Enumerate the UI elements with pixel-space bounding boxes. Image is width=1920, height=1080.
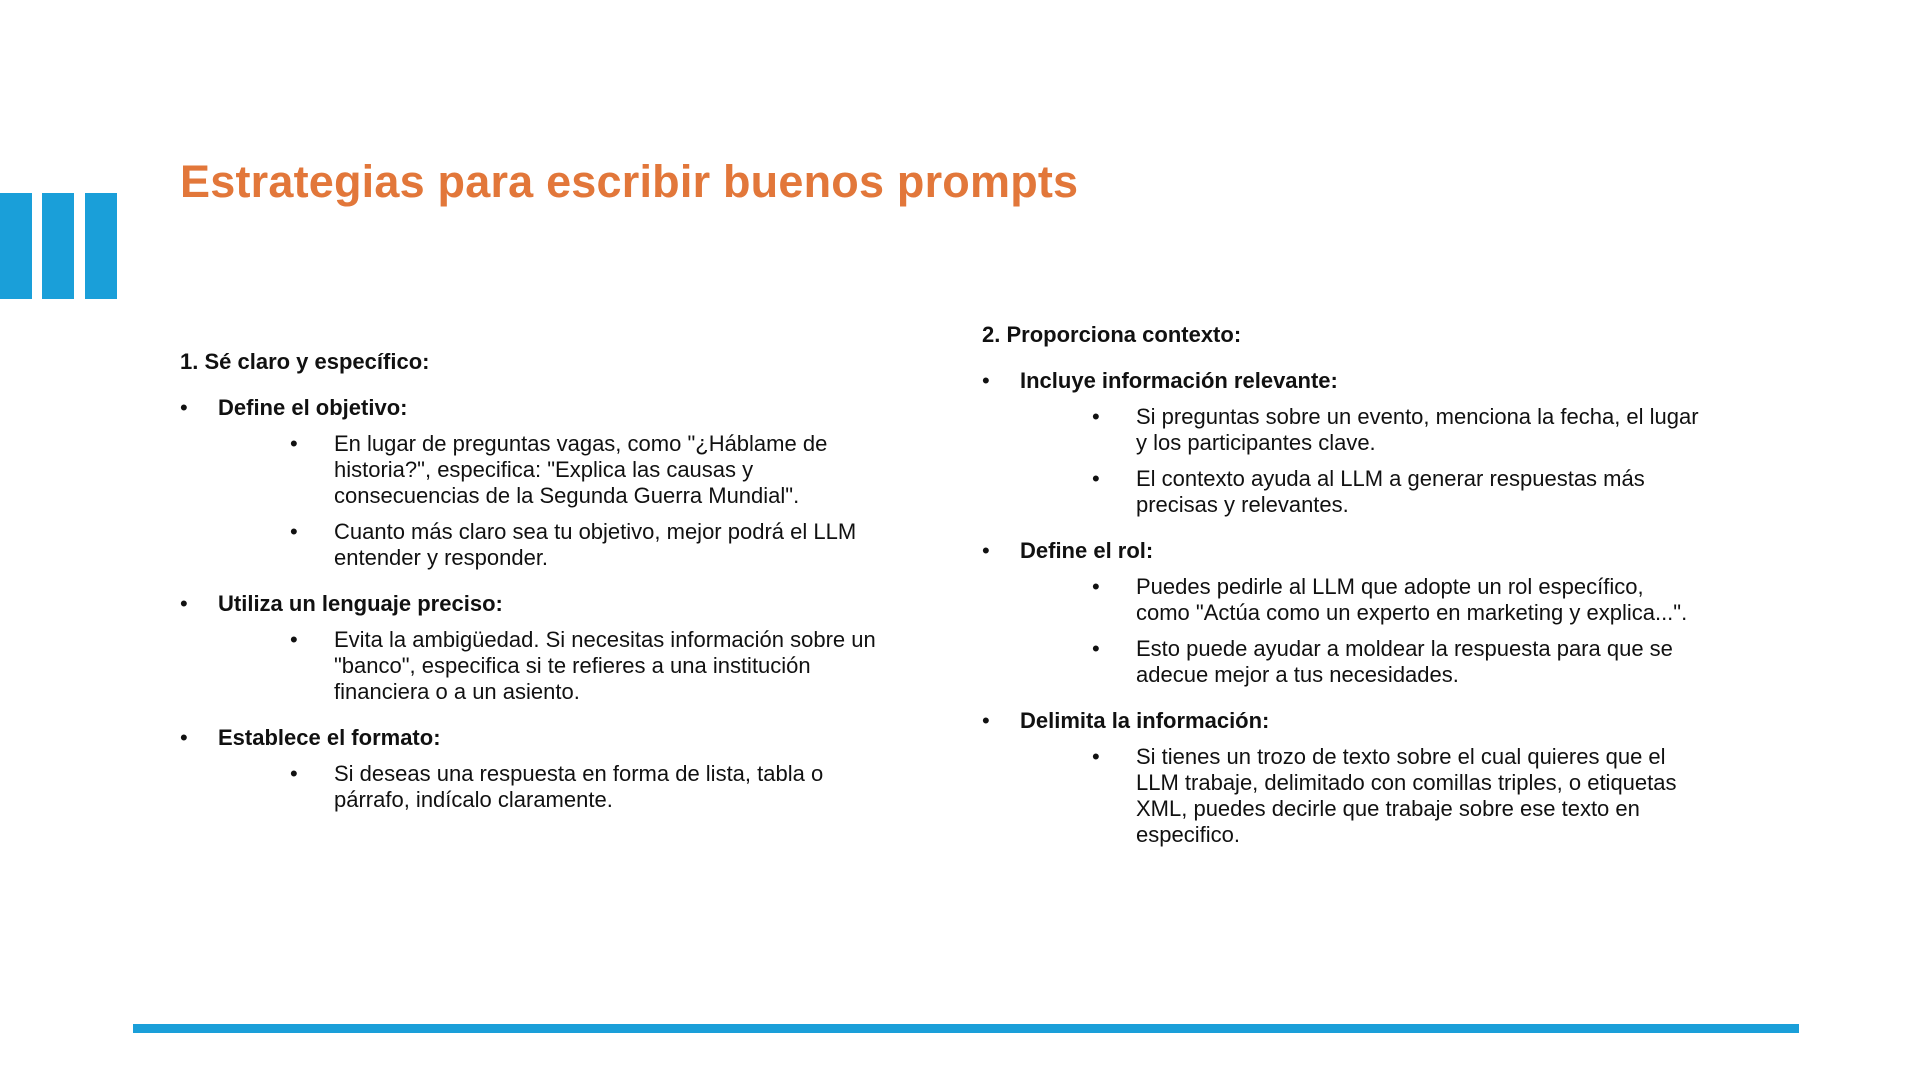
sub-bullet-list [982,404,1702,518]
sub-bullet: • Si preguntas sobre un evento, menciona la fecha, el lugar y los participantes clave. [982,404,1702,456]
accent-bar [42,193,74,299]
sub-bullet: • El contexto ayuda al LLM a generar respuestas más precisas y relevantes. [982,466,1702,518]
sub-bullet-list [180,431,900,571]
left-column [180,349,900,833]
sub-bullet: • Evita la ambigüedad. Si necesitas información sobre un "banco", especifica si te refieres a una institución financiera o a un asiento. [180,627,900,705]
bullet-heading: • Utiliza un lenguaje preciso: [180,591,900,617]
bullet-heading: • Define el rol: [982,538,1702,564]
bullet-heading: • Define el objetivo: [180,395,900,421]
bottom-rule [133,1024,1799,1033]
sub-bullet-list [180,627,900,705]
right-column [982,322,1702,868]
section-heading: 2. Proporciona contexto: [982,322,1242,347]
sub-bullet-list [180,761,900,813]
sub-bullet: • Esto puede ayudar a moldear la respuesta para que se adecue mejor a tus necesidades. [982,636,1702,688]
sub-bullet: • Cuanto más claro sea tu objetivo, mejor podrá el LLM entender y responder. [180,519,900,571]
accent-bar [0,193,32,299]
accent-bar [85,193,117,299]
bullet-heading: • Incluye información relevante: [982,368,1702,394]
bullet-heading: • Establece el formato: [180,725,900,751]
section-heading: 1. Sé claro y específico: [180,349,430,374]
sub-bullet: • Si tienes un trozo de texto sobre el cual quieres que el LLM trabaje, delimitado con comillas triples, o etiquetas XML, puedes decirle que trabaje sobre ese texto en especifico. [982,744,1702,848]
sub-bullet-list [982,744,1702,848]
sub-bullet-list [982,574,1702,688]
sub-bullet: • Si deseas una respuesta en forma de lista, tabla o párrafo, indícalo claramente. [180,761,900,813]
slide-title: Estrategias para escribir buenos prompts [180,156,1079,207]
sub-bullet: • En lugar de preguntas vagas, como "¿Háblame de historia?", especifica: "Explica las causas y consecuencias de la Segunda Guerra Mundial". [180,431,900,509]
bullet-heading: • Delimita la información: [982,708,1702,734]
sub-bullet: • Puedes pedirle al LLM que adopte un rol específico, como "Actúa como un experto en marketing y explica...". [982,574,1702,626]
